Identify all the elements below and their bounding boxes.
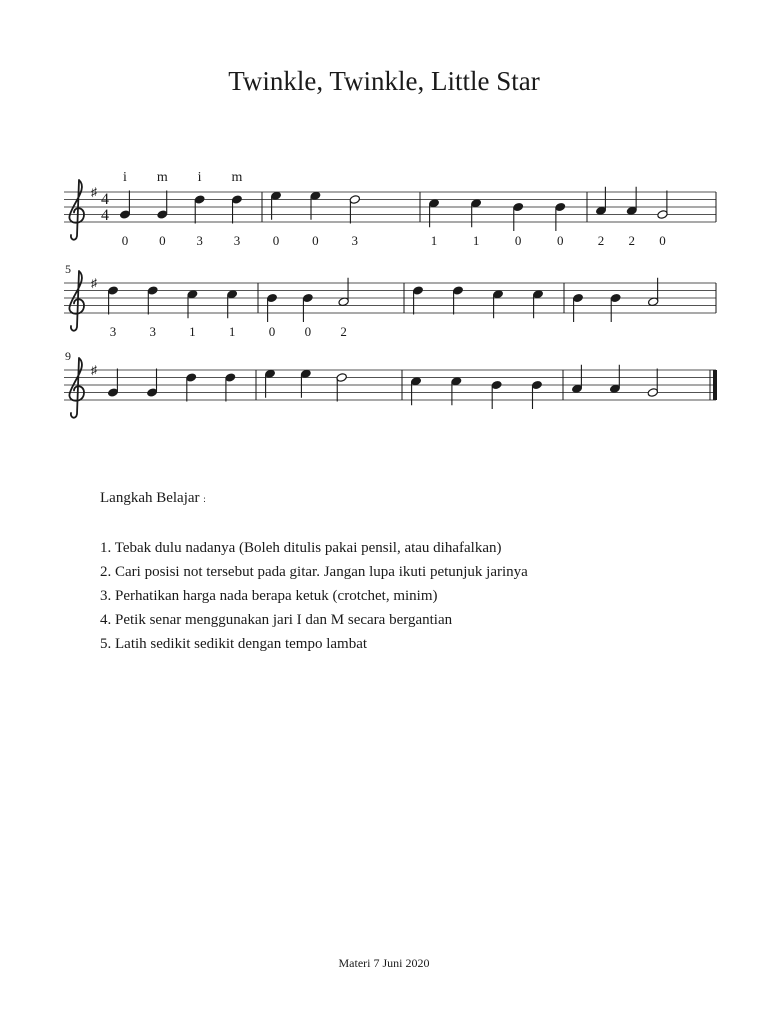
step-item: 2. Cari posisi not tersebut pada gitar. Jangan lupa ikuti petunjuk jarinya [100,564,528,580]
step-item: 3. Perhatikan harga nada berapa ketuk (crotchet, minim) [100,588,438,604]
tab-number: 2 [340,324,347,339]
treble-clef-icon [69,271,84,331]
step-item: 5. Latih sedikit sedikit dengan tempo lambat [100,636,368,652]
tab-number: 0 [159,233,166,248]
tab-number: 0 [312,233,319,248]
tab-number: 0 [514,233,522,248]
measure-number: 5 [65,262,71,276]
measure-number: 9 [65,349,71,363]
steps-list [100,538,528,658]
tab-number: 0 [557,233,564,248]
time-signature-denominator: 4 [101,207,109,224]
sharp-icon: ♯ [91,363,97,377]
sharp-icon: ♯ [91,185,97,199]
tab-number: 2 [597,233,605,248]
tab-number: 0 [304,324,312,339]
music-score [0,0,768,440]
step-item: 4. Petik senar menggunakan jari I dan M secara bergantian [100,612,453,628]
steps-heading-text: Langkah Belajar [100,490,200,506]
tab-number: 3 [109,324,117,339]
sharp-icon: ♯ [91,276,97,290]
fingering-label: i [123,170,127,185]
treble-clef-icon [69,180,84,240]
steps-heading-colon: : [203,494,206,504]
fingering-label: m [156,170,168,185]
tab-number: 3 [351,233,359,248]
final-barline [713,370,717,400]
treble-clef-icon [69,358,84,418]
tab-number: 1 [472,233,480,248]
tab-number: 0 [659,233,666,248]
tab-number: 0 [268,324,276,339]
tab-number: 0 [272,233,280,248]
tab-number: 2 [628,233,635,248]
time-signature-numerator: 4 [101,191,109,208]
tab-number: 3 [233,233,241,248]
fingering-label: i [197,170,202,185]
page-title: Twinkle, Twinkle, Little Star [228,66,540,96]
tab-number: 1 [189,324,196,339]
step-item: 1. Tebak dulu nadanya (Boleh ditulis pakai pensil, atau dihafalkan) [100,540,502,556]
fingering-label: m [231,170,243,185]
tab-number: 3 [196,233,203,248]
footer-date: Materi 7 Juni 2020 [338,956,430,970]
tab-number: 3 [149,324,156,339]
steps-heading [100,490,206,507]
tab-number: 0 [121,233,129,248]
tab-number: 1 [430,233,438,248]
tab-number: 1 [228,324,236,339]
